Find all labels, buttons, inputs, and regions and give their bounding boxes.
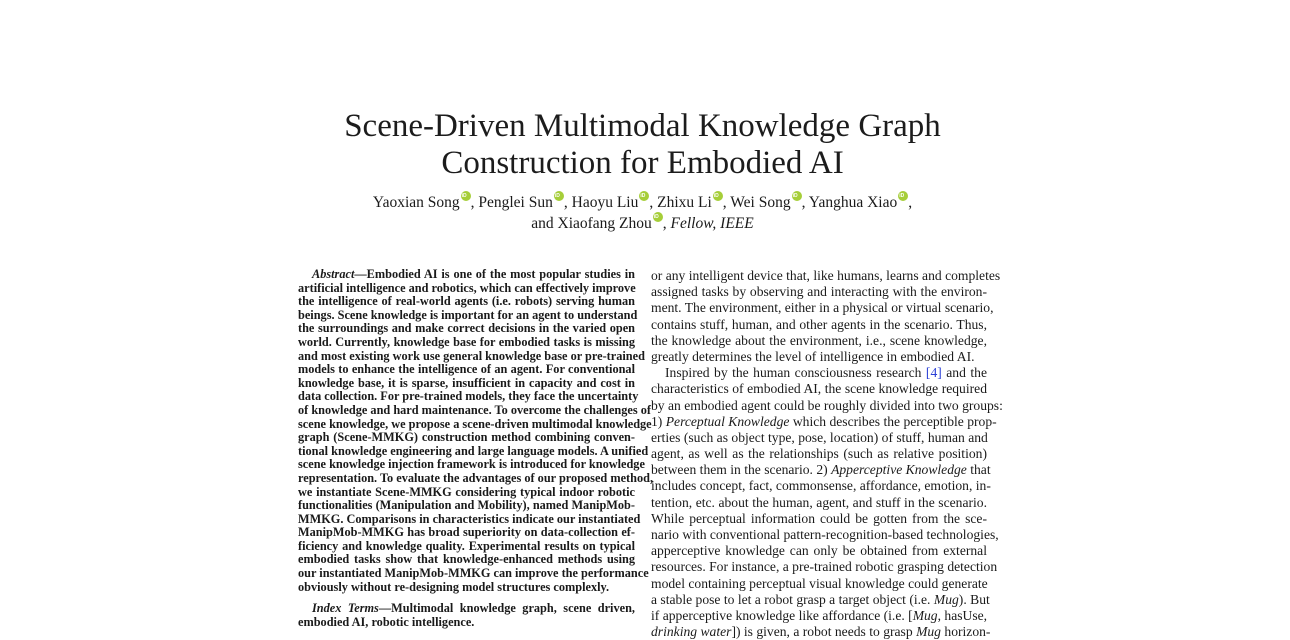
body-line: or any intelligent device that, like humans, learns and completes	[651, 268, 1001, 283]
body-line: characteristics of embodied AI, the scene knowledge required	[651, 381, 987, 397]
emphasis-term: Mug	[912, 607, 938, 623]
index-terms-line	[298, 602, 635, 616]
body-line: model containing perceptual visual knowledge could generate	[651, 575, 988, 591]
author-line-2: and Xiaofang Zhou iD , Fellow, IEEE	[0, 212, 1285, 233]
abstract-line: ManipMob-MMKG has broad superiority on data-collection ef-	[298, 525, 635, 540]
orcid-icon[interactable]	[792, 191, 802, 201]
body-line: greatly determines the level of intelligence in embodied AI.	[651, 348, 975, 364]
abstract-line: representation. To evaluate the advantages of our proposed method,	[298, 470, 654, 485]
author-conjunction: and	[531, 215, 554, 232]
author-name: Yanghua Xiao	[808, 194, 898, 211]
body-line	[651, 365, 987, 381]
left-column	[298, 267, 654, 629]
body-line: by an embodied agent could be roughly divided into two groups:	[651, 397, 1003, 413]
index-terms-text: Multimodal knowledge graph, scene driven,	[391, 601, 635, 616]
body-text: horizon-	[944, 624, 991, 640]
abstract-line: scene knowledge, we propose a scene-driven multimodal knowledge	[298, 416, 652, 431]
emphasis-term: drinking water	[651, 624, 732, 640]
orcid-icon[interactable]	[653, 212, 663, 222]
abstract-line: of knowledge and hard maintenance. To overcome the challenges of	[298, 402, 651, 417]
abstract-text: Embodied AI is one of the most popular studies in	[366, 267, 635, 281]
author-name: Penglei Sun	[478, 194, 553, 211]
body-line: apperceptive knowledge can only be obtained from external	[651, 543, 987, 559]
abstract-line	[298, 268, 635, 282]
author-name: Wei Song	[730, 194, 791, 211]
abstract-line: beings. Scene knowledge is important for an agent to understand	[298, 307, 638, 322]
paper-title	[0, 108, 1285, 182]
abstract-line: obviously without re-designing model structures complexly.	[298, 579, 610, 594]
body-text: , hasUse,	[937, 607, 988, 623]
body-line: assigned tasks by observing and interacting with the environ-	[651, 284, 987, 300]
body-line: the knowledge about the environment, i.e., scene knowledge,	[651, 332, 987, 348]
abstract-line: knowledge base, it is sparse, insufficient in capacity and cost in	[298, 375, 635, 390]
body-text: a stable pose to let a robot grasp a target object (i.e.	[651, 591, 931, 607]
body-line	[651, 624, 991, 640]
body-line: ment. The environment, either in a physical or virtual scenario,	[651, 300, 994, 316]
orcid-icon[interactable]	[554, 191, 564, 201]
abstract-line: we instantiate Scene-MMKG considering typical indoor robotic	[298, 484, 635, 499]
abstract-line: and most existing work use general knowledge base or pre-trained	[298, 348, 645, 363]
emphasis-term: Mug	[916, 624, 941, 640]
dash: —	[378, 601, 392, 616]
title-line-2: Construction for Embodied AI	[441, 145, 844, 181]
body-paragraph-1	[651, 268, 1001, 365]
body-line: tention, etc. about the human, agent, and stuff in the scenario.	[651, 494, 987, 510]
body-line	[651, 608, 987, 624]
abstract-line: data collection. For pre-trained models, they face the uncertainty	[298, 389, 639, 404]
abstract-label: Abstract	[312, 267, 355, 281]
abstract-line: embodied tasks show that knowledge-enhanced methods using	[298, 552, 635, 567]
index-terms-label: Index Terms	[312, 601, 379, 616]
body-text: ]) is given, a robot needs to grasp	[731, 624, 913, 640]
index-terms	[298, 602, 635, 629]
author-name: Xiaofang Zhou	[557, 215, 652, 232]
emphasis-term: Mug	[933, 591, 959, 607]
body-line	[651, 591, 990, 608]
body-text: between them in the scenario. 2)	[651, 462, 828, 478]
body-text: 1)	[651, 413, 663, 429]
citation-link[interactable]: [4]	[925, 365, 942, 381]
emphasis-term: Apperceptive Knowledge	[831, 462, 967, 478]
body-text: ). But	[958, 591, 990, 607]
body-line: contains stuff, human, and other agents in the scenario. Thus,	[651, 316, 987, 332]
author-line-1: Yaoxian Song iD , Penglei Sun iD , Haoyu Liu iD , Zhixu Li iD , Wei Song iD , Yanghua Xiao iD ,	[0, 191, 1285, 212]
abstract-line: MMKG. Comparisons in characteristics indicate our instantiated	[298, 511, 641, 526]
body-line: includes concept, fact, commonsense, affordance, emotion, in-	[651, 478, 991, 494]
body-line	[651, 462, 991, 478]
index-terms-line: embodied AI, robotic intelligence.	[298, 614, 475, 629]
orcid-icon[interactable]	[461, 191, 471, 201]
author-name: Zhixu Li	[657, 194, 712, 211]
title-line-1: Scene-Driven Multimodal Knowledge Graph	[344, 108, 941, 144]
body-line: nario with conventional pattern-recognition-based technologies,	[651, 527, 999, 542]
body-line: While perceptual information could be gotten from the sce-	[651, 510, 987, 526]
abstract-line: ficiency and knowledge quality. Experimental results on typical	[298, 538, 635, 553]
dash: —	[354, 267, 367, 281]
orcid-icon[interactable]	[713, 191, 723, 201]
body-text: which describes the perceptible prop-	[792, 413, 997, 429]
author-title: Fellow, IEEE	[670, 215, 754, 232]
body-text: that	[970, 462, 991, 478]
abstract-line: functionalities (Manipulation and Mobility), named ManipMob-	[298, 498, 635, 513]
body-text: and the	[946, 365, 987, 381]
body-paragraph-2	[651, 365, 1003, 640]
abstract	[298, 267, 654, 594]
abstract-line: tional knowledge engineering and large language models. A unified	[298, 443, 649, 458]
body-line	[651, 413, 997, 430]
author-list	[0, 191, 1285, 233]
author-name: Haoyu Liu	[571, 194, 639, 211]
orcid-icon[interactable]	[639, 191, 649, 201]
body-line: resources. For instance, a pre-trained robotic grasping detection	[651, 559, 998, 575]
abstract-line: the surroundings and make correct decisions in the varied open	[298, 321, 635, 336]
author-name: Yaoxian Song	[372, 194, 460, 211]
abstract-line: world. Currently, knowledge base for embodied tasks is missing	[298, 334, 635, 349]
emphasis-term: Perceptual Knowledge	[665, 413, 790, 429]
abstract-line: artificial intelligence and robotics, which can effectively improve	[298, 280, 636, 295]
orcid-icon[interactable]	[898, 191, 908, 201]
abstract-line: graph (Scene-MMKG) construction method combining conven-	[298, 430, 635, 445]
abstract-line: models to enhance the intelligence of an agent. For conventional	[298, 362, 635, 377]
abstract-line: our instantiated ManipMob-MMKG can improve the performance	[298, 566, 649, 581]
body-line: agent, as well as the relationships (such as relative position)	[651, 446, 987, 462]
body-line: erties (such as object type, pose, location) of stuff, human and	[651, 429, 988, 445]
abstract-line: the intelligence of real-world agents (i.e. robots) serving human	[298, 294, 635, 309]
body-text: if apperceptive knowledge like affordance (i.e. [	[651, 607, 913, 623]
body-text: Inspired by the human consciousness research	[665, 365, 922, 381]
abstract-line: scene knowledge injection framework is introduced for knowledge	[298, 457, 645, 472]
right-column	[651, 268, 1003, 640]
